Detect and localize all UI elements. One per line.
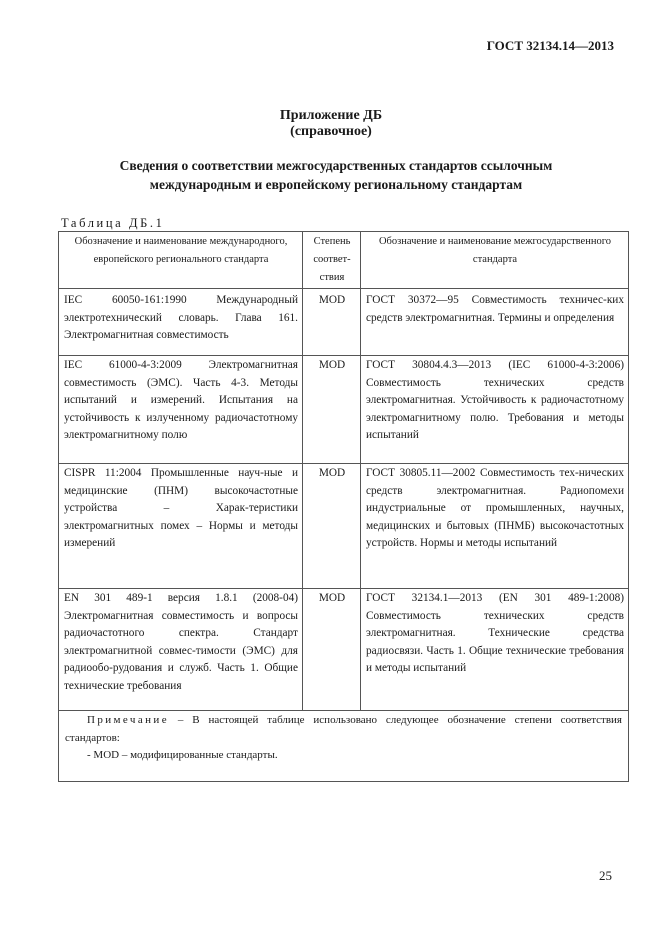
cell-international: IEC 60050-161:1990 Международный электротехнический словарь. Глава 161. Электромагнитная совместимость [59,289,303,356]
cell-degree: MOD [303,289,361,356]
appendix-title: Приложение ДБ [279,108,383,123]
column-header-international: Обозначение и наименование международного, европейского регионального стандарта [59,232,303,289]
table-row [59,464,629,589]
table-note-row [59,711,629,782]
table-note [59,711,629,782]
note-title: Примечание [87,714,169,726]
cell-degree: MOD [303,464,361,589]
cell-international: EN 301 489-1 версия 1.8.1 (2008-04) Электромагнитная совместимость и вопросы радиочастотного спектра. Стандарт электромагнитной совмес-тимости (ЭМС) для радиообо-рудования и служб. Часть 1. Общие технические требования [59,589,303,711]
section-heading [70,156,602,194]
cell-degree: MOD [303,589,361,711]
page-number: 25 [599,868,612,883]
cell-interstate: ГОСТ 30372—95 Совместимость техничес-ких средств электромагнитная. Термины и определения [361,289,629,356]
note-item: - MOD – модифицированные стандарты. [87,749,278,761]
table-header-row [59,232,629,289]
table-row [59,289,629,356]
cell-interstate: ГОСТ 30804.4.3—2013 (IEC 61000-4-3:2006) Совместимость технических средств электромагнитная. Устойчивость к радиочастотному электромагнитному полю. Требования и методы испытаний [361,356,629,464]
note-text: – В настоящей таблице использовано следующее обозначение степени соответствия стандартов: [65,714,622,744]
table-label: Таблица ДБ.1 [61,216,165,230]
cell-international: CISPR 11:2004 Промышленные науч-ные и медицинские (ПНМ) высокочастотные устройства – Харак-теристики электромагнитных помех – Нормы и методы измерений [59,464,303,589]
table-row [59,589,629,711]
cell-degree: MOD [303,356,361,464]
heading-line-1: Сведения о соответствии межгосударственных стандартов ссылочным [119,158,553,173]
appendix-subtitle: (справочное) [290,124,372,139]
table-row [59,356,629,464]
column-header-interstate: Обозначение и наименование межгосударственного стандарта [361,232,629,289]
cell-interstate: ГОСТ 30805.11—2002 Совместимость тех-нических средств электромагнитная. Радиопомехи индустриальные от промышленных, научных, медицинских и бытовых (ПНМБ) высокочастотных устройств. Нормы и методы испытаний [361,464,629,589]
standard-code: ГОСТ 32134.14—2013 [486,38,614,53]
correspondence-table [58,231,629,782]
cell-international: IEC 61000-4-3:2009 Электромагнитная совместимость (ЭМС). Часть 4-3. Методы испытаний и измерений. Испытания на устойчивость к излученному радиочастотному электромагнитному полю [59,356,303,464]
appendix-heading [0,108,662,140]
cell-interstate: ГОСТ 32134.1—2013 (EN 301 489-1:2008) Совместимость технических средств электромагнитная. Технические средства радиосвязи. Часть 1. Общие технические требования и методы испытаний [361,589,629,711]
heading-line-2: международным и европейскому региональному стандартам [149,177,523,192]
column-header-degree: Степень соответ-ствия [303,232,361,289]
